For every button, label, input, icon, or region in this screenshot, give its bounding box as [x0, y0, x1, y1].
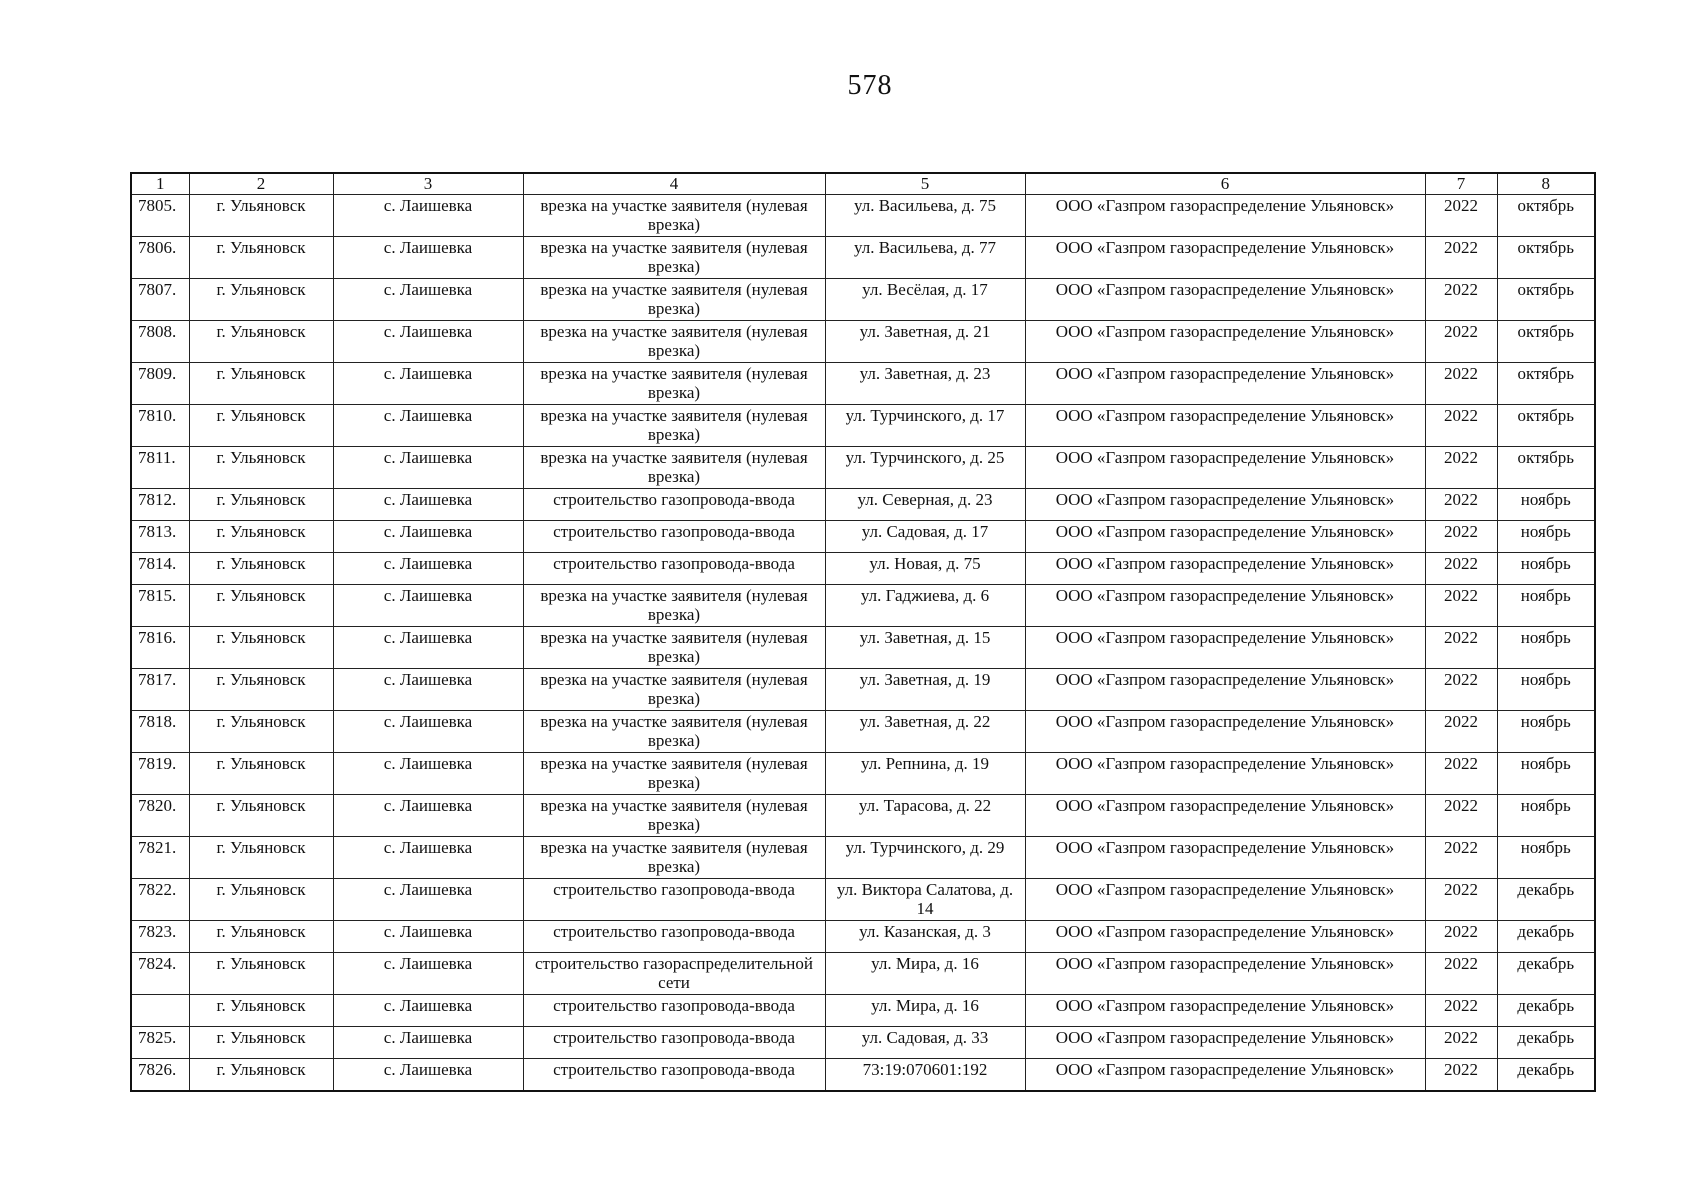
month-cell: октябрь — [1497, 405, 1595, 447]
organization-cell: ООО «Газпром газораспределение Ульяновск» — [1025, 321, 1425, 363]
work-type-cell: врезка на участке заявителя (нулевая врезка) — [523, 711, 825, 753]
year-cell: 2022 — [1425, 237, 1497, 279]
city-cell: г. Ульяновск — [189, 321, 333, 363]
month-cell: октябрь — [1497, 195, 1595, 237]
column-header-3: 3 — [333, 173, 523, 195]
table-row — [131, 795, 1595, 837]
village-cell: с. Лаишевка — [333, 669, 523, 711]
organization-cell: ООО «Газпром газораспределение Ульяновск» — [1025, 1027, 1425, 1059]
organization-cell: ООО «Газпром газораспределение Ульяновск» — [1025, 405, 1425, 447]
month-cell: декабрь — [1497, 921, 1595, 953]
city-cell: г. Ульяновск — [189, 995, 333, 1027]
organization-cell: ООО «Газпром газораспределение Ульяновск» — [1025, 953, 1425, 995]
city-cell: г. Ульяновск — [189, 753, 333, 795]
organization-cell: ООО «Газпром газораспределение Ульяновск» — [1025, 553, 1425, 585]
village-cell: с. Лаишевка — [333, 195, 523, 237]
column-header-4: 4 — [523, 173, 825, 195]
city-cell: г. Ульяновск — [189, 447, 333, 489]
month-cell: ноябрь — [1497, 837, 1595, 879]
work-type-cell: врезка на участке заявителя (нулевая врезка) — [523, 669, 825, 711]
row-number: 7815. — [131, 585, 189, 627]
village-cell: с. Лаишевка — [333, 553, 523, 585]
address-cell: ул. Заветная, д. 21 — [825, 321, 1025, 363]
month-cell: ноябрь — [1497, 627, 1595, 669]
address-cell: ул. Виктора Салатова, д. 14 — [825, 879, 1025, 921]
address-cell: ул. Садовая, д. 33 — [825, 1027, 1025, 1059]
year-cell: 2022 — [1425, 585, 1497, 627]
address-cell: ул. Васильева, д. 77 — [825, 237, 1025, 279]
city-cell: г. Ульяновск — [189, 363, 333, 405]
column-header-7: 7 — [1425, 173, 1497, 195]
city-cell: г. Ульяновск — [189, 521, 333, 553]
row-number: 7824. — [131, 953, 189, 995]
work-type-cell: врезка на участке заявителя (нулевая врезка) — [523, 585, 825, 627]
organization-cell: ООО «Газпром газораспределение Ульяновск» — [1025, 879, 1425, 921]
village-cell: с. Лаишевка — [333, 995, 523, 1027]
work-type-cell: строительство газопровода-ввода — [523, 1027, 825, 1059]
city-cell: г. Ульяновск — [189, 237, 333, 279]
row-number: 7817. — [131, 669, 189, 711]
table-row — [131, 447, 1595, 489]
address-cell: ул. Турчинского, д. 25 — [825, 447, 1025, 489]
column-header-1: 1 — [131, 173, 189, 195]
month-cell: ноябрь — [1497, 711, 1595, 753]
year-cell: 2022 — [1425, 921, 1497, 953]
table-row — [131, 585, 1595, 627]
row-number: 7809. — [131, 363, 189, 405]
organization-cell: ООО «Газпром газораспределение Ульяновск» — [1025, 279, 1425, 321]
document-table-wrapper — [130, 172, 1594, 1092]
village-cell: с. Лаишевка — [333, 447, 523, 489]
column-header-6: 6 — [1025, 173, 1425, 195]
year-cell: 2022 — [1425, 795, 1497, 837]
month-cell: ноябрь — [1497, 489, 1595, 521]
organization-cell: ООО «Газпром газораспределение Ульяновск» — [1025, 363, 1425, 405]
year-cell: 2022 — [1425, 405, 1497, 447]
address-cell: ул. Садовая, д. 17 — [825, 521, 1025, 553]
row-number: 7806. — [131, 237, 189, 279]
year-cell: 2022 — [1425, 1059, 1497, 1091]
table-row — [131, 669, 1595, 711]
row-number: 7805. — [131, 195, 189, 237]
city-cell: г. Ульяновск — [189, 921, 333, 953]
year-cell: 2022 — [1425, 879, 1497, 921]
organization-cell: ООО «Газпром газораспределение Ульяновск» — [1025, 521, 1425, 553]
work-type-cell: врезка на участке заявителя (нулевая врезка) — [523, 753, 825, 795]
village-cell: с. Лаишевка — [333, 1059, 523, 1091]
year-cell: 2022 — [1425, 521, 1497, 553]
city-cell: г. Ульяновск — [189, 627, 333, 669]
row-number: 7812. — [131, 489, 189, 521]
month-cell: октябрь — [1497, 363, 1595, 405]
work-type-cell: врезка на участке заявителя (нулевая врезка) — [523, 447, 825, 489]
table-row — [131, 279, 1595, 321]
year-cell: 2022 — [1425, 489, 1497, 521]
table-row — [131, 489, 1595, 521]
organization-cell: ООО «Газпром газораспределение Ульяновск» — [1025, 627, 1425, 669]
table-row — [131, 995, 1595, 1027]
table-row — [131, 627, 1595, 669]
city-cell: г. Ульяновск — [189, 953, 333, 995]
work-type-cell: строительство газопровода-ввода — [523, 553, 825, 585]
village-cell: с. Лаишевка — [333, 953, 523, 995]
document-table — [130, 172, 1596, 1092]
year-cell: 2022 — [1425, 279, 1497, 321]
work-type-cell: строительство газопровода-ввода — [523, 879, 825, 921]
month-cell: ноябрь — [1497, 795, 1595, 837]
city-cell: г. Ульяновск — [189, 195, 333, 237]
work-type-cell: врезка на участке заявителя (нулевая врезка) — [523, 795, 825, 837]
row-number: 7807. — [131, 279, 189, 321]
organization-cell: ООО «Газпром газораспределение Ульяновск» — [1025, 1059, 1425, 1091]
year-cell: 2022 — [1425, 669, 1497, 711]
address-cell: ул. Заветная, д. 22 — [825, 711, 1025, 753]
village-cell: с. Лаишевка — [333, 585, 523, 627]
village-cell: с. Лаишевка — [333, 795, 523, 837]
month-cell: декабрь — [1497, 995, 1595, 1027]
organization-cell: ООО «Газпром газораспределение Ульяновск» — [1025, 489, 1425, 521]
work-type-cell: врезка на участке заявителя (нулевая врезка) — [523, 627, 825, 669]
row-number: 7810. — [131, 405, 189, 447]
village-cell: с. Лаишевка — [333, 279, 523, 321]
month-cell: октябрь — [1497, 279, 1595, 321]
row-number: 7813. — [131, 521, 189, 553]
year-cell: 2022 — [1425, 627, 1497, 669]
address-cell: ул. Заветная, д. 19 — [825, 669, 1025, 711]
work-type-cell: строительство газопровода-ввода — [523, 921, 825, 953]
year-cell: 2022 — [1425, 711, 1497, 753]
city-cell: г. Ульяновск — [189, 879, 333, 921]
year-cell: 2022 — [1425, 553, 1497, 585]
village-cell: с. Лаишевка — [333, 837, 523, 879]
city-cell: г. Ульяновск — [189, 795, 333, 837]
month-cell: декабрь — [1497, 879, 1595, 921]
row-number: 7819. — [131, 753, 189, 795]
address-cell: ул. Северная, д. 23 — [825, 489, 1025, 521]
table-row — [131, 521, 1595, 553]
village-cell: с. Лаишевка — [333, 753, 523, 795]
table-row — [131, 837, 1595, 879]
organization-cell: ООО «Газпром газораспределение Ульяновск» — [1025, 447, 1425, 489]
village-cell: с. Лаишевка — [333, 489, 523, 521]
village-cell: с. Лаишевка — [333, 879, 523, 921]
work-type-cell: врезка на участке заявителя (нулевая врезка) — [523, 837, 825, 879]
year-cell: 2022 — [1425, 995, 1497, 1027]
page-number: 578 — [847, 70, 893, 101]
month-cell: октябрь — [1497, 321, 1595, 363]
year-cell: 2022 — [1425, 363, 1497, 405]
work-type-cell: врезка на участке заявителя (нулевая врезка) — [523, 237, 825, 279]
month-cell: декабрь — [1497, 953, 1595, 995]
village-cell: с. Лаишевка — [333, 321, 523, 363]
work-type-cell: врезка на участке заявителя (нулевая врезка) — [523, 279, 825, 321]
table-row — [131, 553, 1595, 585]
table-body — [131, 195, 1595, 1091]
year-cell: 2022 — [1425, 195, 1497, 237]
organization-cell: ООО «Газпром газораспределение Ульяновск» — [1025, 921, 1425, 953]
table-row — [131, 363, 1595, 405]
city-cell: г. Ульяновск — [189, 1027, 333, 1059]
village-cell: с. Лаишевка — [333, 921, 523, 953]
table-row — [131, 405, 1595, 447]
organization-cell: ООО «Газпром газораспределение Ульяновск» — [1025, 195, 1425, 237]
address-cell: ул. Мира, д. 16 — [825, 995, 1025, 1027]
table-header-row — [131, 173, 1595, 195]
year-cell: 2022 — [1425, 753, 1497, 795]
village-cell: с. Лаишевка — [333, 711, 523, 753]
month-cell: ноябрь — [1497, 521, 1595, 553]
year-cell: 2022 — [1425, 837, 1497, 879]
organization-cell: ООО «Газпром газораспределение Ульяновск» — [1025, 837, 1425, 879]
address-cell: ул. Репнина, д. 19 — [825, 753, 1025, 795]
month-cell: ноябрь — [1497, 585, 1595, 627]
work-type-cell: врезка на участке заявителя (нулевая врезка) — [523, 195, 825, 237]
city-cell: г. Ульяновск — [189, 553, 333, 585]
column-header-2: 2 — [189, 173, 333, 195]
city-cell: г. Ульяновск — [189, 405, 333, 447]
row-number — [131, 995, 189, 1027]
address-cell: ул. Турчинского, д. 17 — [825, 405, 1025, 447]
city-cell: г. Ульяновск — [189, 669, 333, 711]
address-cell: ул. Турчинского, д. 29 — [825, 837, 1025, 879]
work-type-cell: врезка на участке заявителя (нулевая врезка) — [523, 405, 825, 447]
row-number: 7808. — [131, 321, 189, 363]
row-number: 7811. — [131, 447, 189, 489]
work-type-cell: строительство газопровода-ввода — [523, 1059, 825, 1091]
work-type-cell: строительство газопровода-ввода — [523, 489, 825, 521]
year-cell: 2022 — [1425, 1027, 1497, 1059]
city-cell: г. Ульяновск — [189, 489, 333, 521]
month-cell: декабрь — [1497, 1027, 1595, 1059]
column-header-8: 8 — [1497, 173, 1595, 195]
table-row — [131, 1059, 1595, 1091]
table-row — [131, 195, 1595, 237]
village-cell: с. Лаишевка — [333, 237, 523, 279]
organization-cell: ООО «Газпром газораспределение Ульяновск» — [1025, 995, 1425, 1027]
month-cell: ноябрь — [1497, 553, 1595, 585]
work-type-cell: строительство газопровода-ввода — [523, 521, 825, 553]
row-number: 7822. — [131, 879, 189, 921]
organization-cell: ООО «Газпром газораспределение Ульяновск» — [1025, 585, 1425, 627]
table-row — [131, 1027, 1595, 1059]
city-cell: г. Ульяновск — [189, 1059, 333, 1091]
row-number: 7826. — [131, 1059, 189, 1091]
row-number: 7821. — [131, 837, 189, 879]
month-cell: ноябрь — [1497, 753, 1595, 795]
address-cell: ул. Гаджиева, д. 6 — [825, 585, 1025, 627]
village-cell: с. Лаишевка — [333, 1027, 523, 1059]
row-number: 7818. — [131, 711, 189, 753]
table-row — [131, 711, 1595, 753]
table-row — [131, 753, 1595, 795]
work-type-cell: строительство газопровода-ввода — [523, 995, 825, 1027]
work-type-cell: врезка на участке заявителя (нулевая врезка) — [523, 321, 825, 363]
address-cell: ул. Тарасова, д. 22 — [825, 795, 1025, 837]
row-number: 7820. — [131, 795, 189, 837]
year-cell: 2022 — [1425, 447, 1497, 489]
table-row — [131, 921, 1595, 953]
city-cell: г. Ульяновск — [189, 585, 333, 627]
month-cell: ноябрь — [1497, 669, 1595, 711]
address-cell: 73:19:070601:192 — [825, 1059, 1025, 1091]
table-row — [131, 321, 1595, 363]
year-cell: 2022 — [1425, 321, 1497, 363]
table-row — [131, 879, 1595, 921]
organization-cell: ООО «Газпром газораспределение Ульяновск» — [1025, 237, 1425, 279]
table-row — [131, 953, 1595, 995]
address-cell: ул. Мира, д. 16 — [825, 953, 1025, 995]
organization-cell: ООО «Газпром газораспределение Ульяновск» — [1025, 753, 1425, 795]
address-cell: ул. Весёлая, д. 17 — [825, 279, 1025, 321]
organization-cell: ООО «Газпром газораспределение Ульяновск» — [1025, 669, 1425, 711]
organization-cell: ООО «Газпром газораспределение Ульяновск» — [1025, 795, 1425, 837]
row-number: 7825. — [131, 1027, 189, 1059]
row-number: 7816. — [131, 627, 189, 669]
address-cell: ул. Заветная, д. 23 — [825, 363, 1025, 405]
month-cell: октябрь — [1497, 237, 1595, 279]
address-cell: ул. Васильева, д. 75 — [825, 195, 1025, 237]
month-cell: октябрь — [1497, 447, 1595, 489]
month-cell: декабрь — [1497, 1059, 1595, 1091]
row-number: 7814. — [131, 553, 189, 585]
work-type-cell: врезка на участке заявителя (нулевая врезка) — [523, 363, 825, 405]
address-cell: ул. Заветная, д. 15 — [825, 627, 1025, 669]
column-header-5: 5 — [825, 173, 1025, 195]
row-number: 7823. — [131, 921, 189, 953]
year-cell: 2022 — [1425, 953, 1497, 995]
village-cell: с. Лаишевка — [333, 405, 523, 447]
work-type-cell: строительство газораспределительной сети — [523, 953, 825, 995]
village-cell: с. Лаишевка — [333, 363, 523, 405]
village-cell: с. Лаишевка — [333, 627, 523, 669]
city-cell: г. Ульяновск — [189, 711, 333, 753]
city-cell: г. Ульяновск — [189, 279, 333, 321]
organization-cell: ООО «Газпром газораспределение Ульяновск» — [1025, 711, 1425, 753]
table-row — [131, 237, 1595, 279]
address-cell: ул. Новая, д. 75 — [825, 553, 1025, 585]
address-cell: ул. Казанская, д. 3 — [825, 921, 1025, 953]
city-cell: г. Ульяновск — [189, 837, 333, 879]
village-cell: с. Лаишевка — [333, 521, 523, 553]
